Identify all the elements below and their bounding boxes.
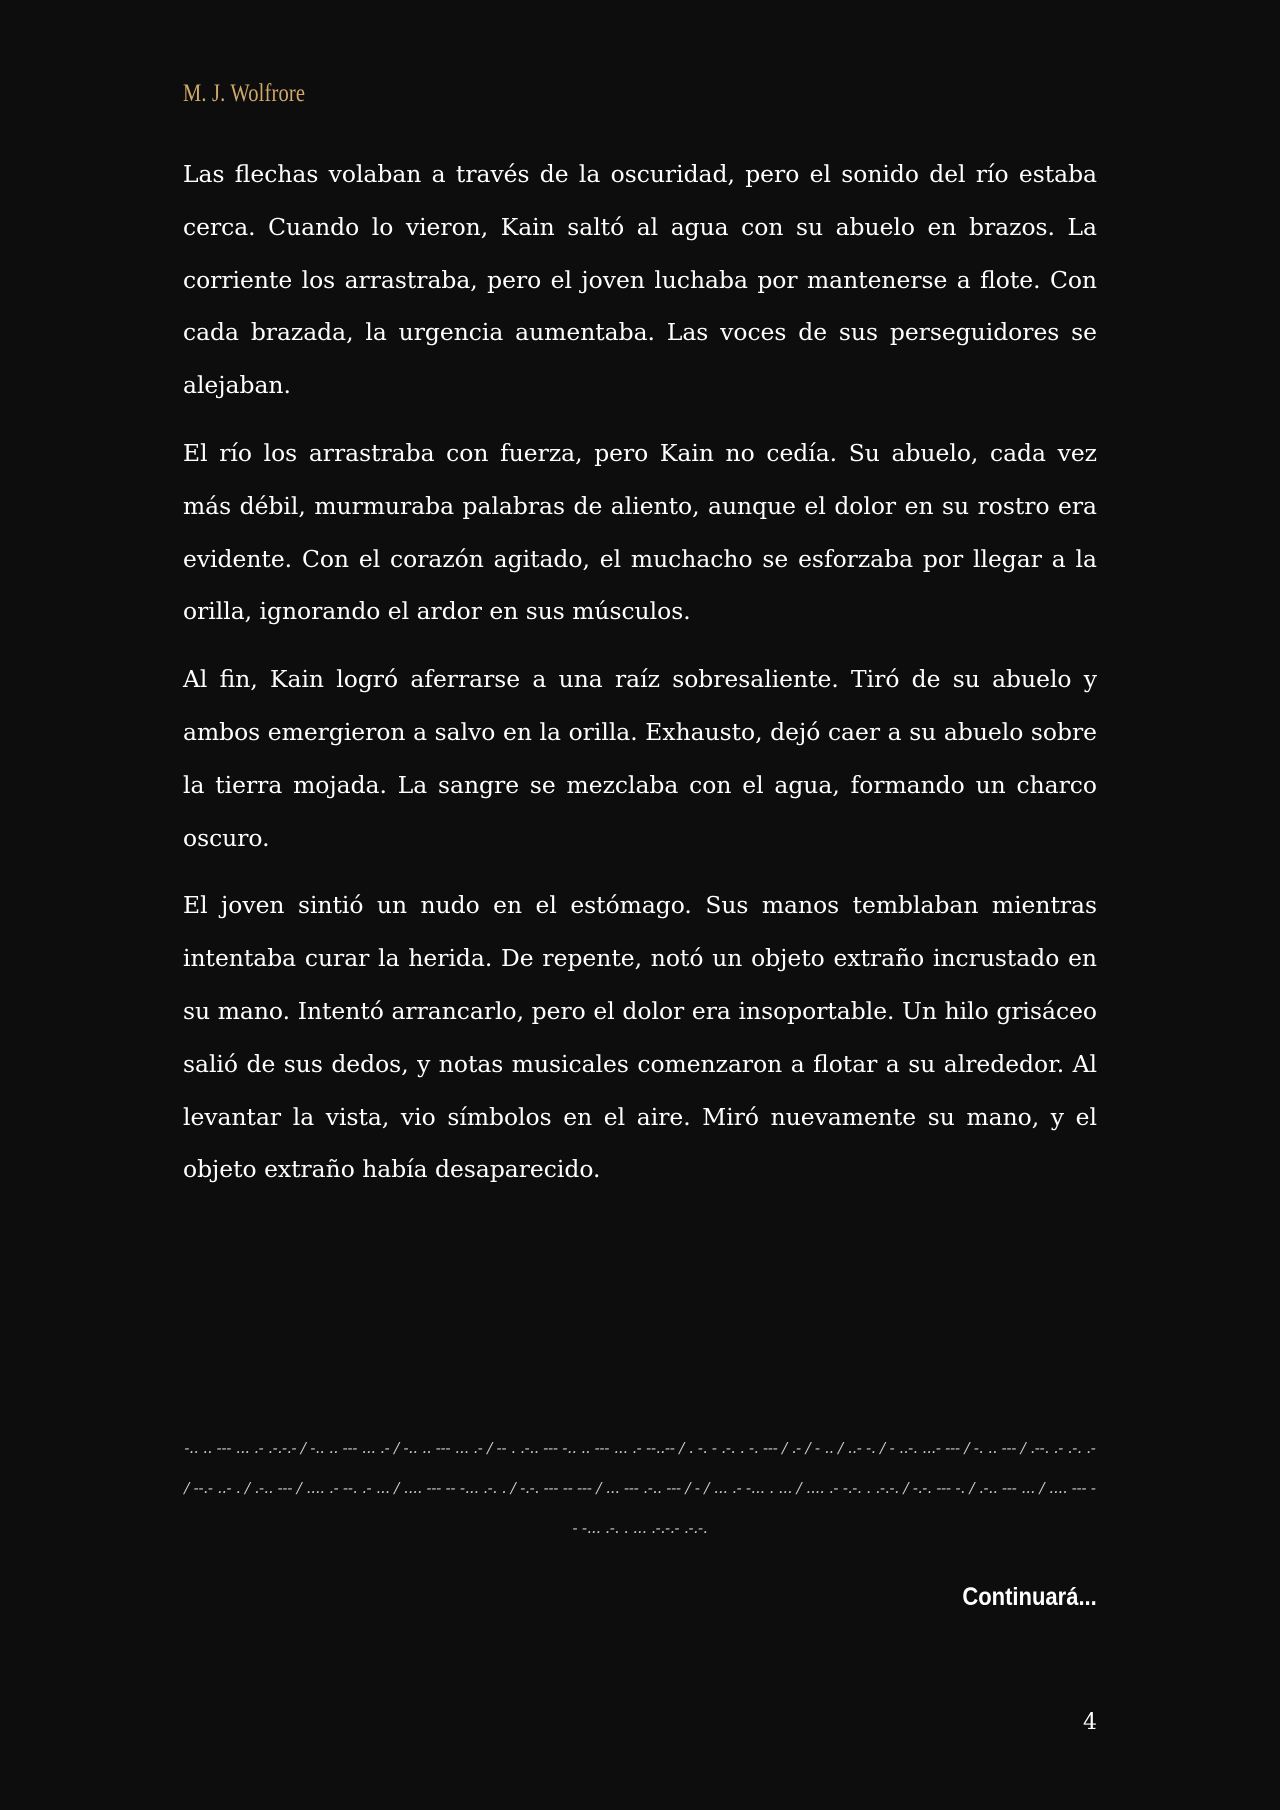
paragraph: Al fin, Kain logró aferrarse a una raíz sobresaliente. Tiró de su abuelo y ambos emergieron a salvo en la orilla. Exhausto, dejó caer a su abuelo sobre la tierra mojada. La sangre se mezclaba con el agua, formando un charco oscuro.	[183, 665, 1097, 852]
paragraph: El joven sintió un nudo en el estómago. Sus manos temblaban mientras intentaba curar la herida. De repente, notó un objeto extraño incrustado en su mano. Intentó arrancarlo, pero el dolor era insoportable. Un hilo grisáceo salió de sus dedos, y notas musicales comenzaron a flotar a su alrededor. Al levantar la vista, vio símbolos en el aire. Miró nuevamente su mano, y el objeto extraño había desaparecido.	[183, 891, 1097, 1184]
paragraph: El río los arrastraba con fuerza, pero Kain no cedía. Su abuelo, cada vez más débil, murmuraba palabras de aliento, aunque el dolor en su rostro era evidente. Con el corazón agitado, el muchacho se esforzaba por llegar a la orilla, ignorando el ardor en sus músculos.	[183, 438, 1097, 626]
chapter-body	[183, 148, 1097, 1211]
paragraph: Las flechas volaban a través de la oscuridad, pero el sonido del río estaba cerca. Cuando lo vieron, Kain saltó al agua con su abuelo en brazos. La corriente los arrastraba, pero el joven luchaba por mantenerse a flote. Con cada brazada, la urgencia aumentaba. Las voces de sus perseguidores se alejaban.	[183, 160, 1097, 400]
morse-code-message: -.. .. --- ... .- .-.-.- / -.. .. --- ... .- / -.. .. --- ... .- / -- . .-.. --- -.. .. --- ... .- --..-- / . -. - .-. . -. --- / .- / - .. / ..- -. / - ..-. ...- --- / -. .. --- / .--. .- .-. .- / --.- ..- . / .-.. --- / .... .- --. .- ... / .... --- -- -... .-. . / -.-. --- -- --- / ... --- .-.. --- / - / ... .- -... . ... / .... .- -.-. . .-.-. / -.-. --- -. / .-.. --- ... / .... --- -- -... .-. . ... .-.-.- .-.-.	[184, 1439, 1096, 1537]
to-be-continued-label: Continuará...	[962, 1583, 1097, 1611]
page-number: 4	[1083, 1710, 1097, 1735]
author-header: M. J. Wolfrore	[183, 80, 306, 107]
book-page	[183, 0, 1097, 1810]
